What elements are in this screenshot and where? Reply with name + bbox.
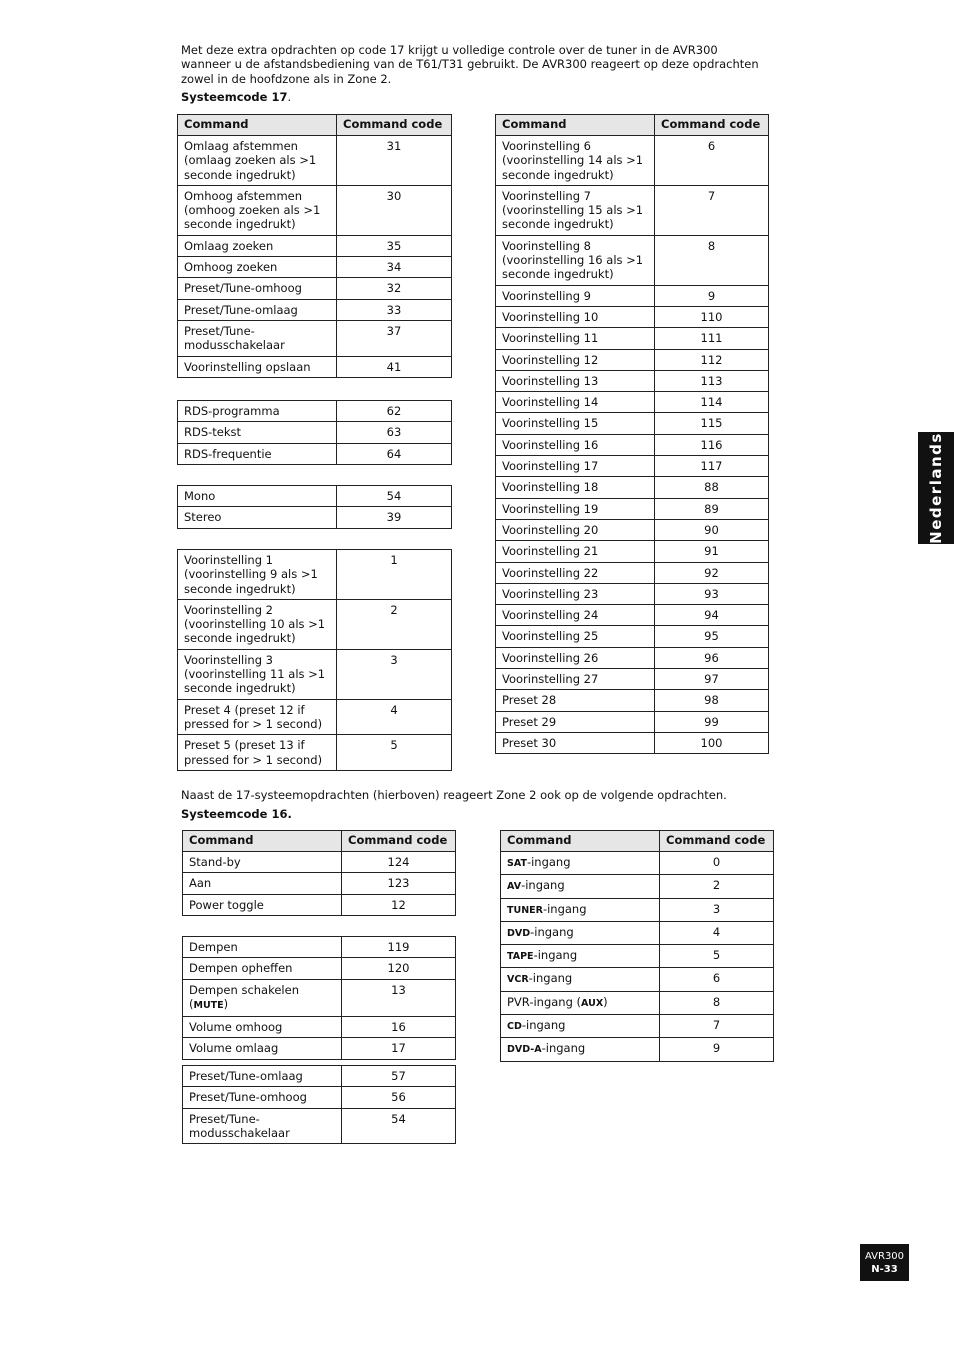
command-code-cell: 8 [660, 991, 774, 1014]
table-row [496, 562, 769, 583]
table-row [496, 136, 769, 186]
command-cell: Voorinstelling 27 [496, 669, 655, 690]
table-sys16-preset-tune [182, 1065, 456, 1144]
command-cell: Voorinstelling 25 [496, 626, 655, 647]
table-row [501, 1015, 774, 1038]
table-row [496, 392, 769, 413]
command-code-cell: 0 [660, 852, 774, 875]
command-code-cell: 5 [337, 735, 452, 771]
table-row [178, 278, 452, 299]
command-suffix: -ingang [530, 924, 574, 939]
command-key-name: DVD-A [507, 1044, 542, 1056]
command-code-cell: 119 [342, 937, 456, 958]
command-prefix: PVR-ingang ( [507, 994, 582, 1009]
table-sys17-tuning [177, 114, 452, 378]
table-sys16-volume [182, 936, 456, 1060]
table-row [501, 852, 774, 875]
table-row [496, 519, 769, 540]
table-row [496, 647, 769, 668]
command-cell: Voorinstelling 11 [496, 328, 655, 349]
table-row [501, 1038, 774, 1061]
table-row [178, 299, 452, 320]
command-code-cell: 8 [655, 235, 769, 285]
command-code-cell: 115 [655, 413, 769, 434]
command-key-name: CD [507, 1021, 522, 1033]
table-row [178, 235, 452, 256]
table-row [183, 873, 456, 894]
command-code-cell: 100 [655, 732, 769, 753]
table-row [183, 1108, 456, 1144]
command-code-cell: 4 [660, 921, 774, 944]
table-row [183, 1066, 456, 1087]
table-row [178, 320, 452, 356]
command-code-cell: 96 [655, 647, 769, 668]
col-header-command-code: Command code [655, 115, 769, 136]
command-code-cell: 33 [337, 299, 452, 320]
table-sys16-power [182, 830, 456, 916]
table-row [178, 599, 452, 649]
command-suffix: -ingang [541, 1041, 586, 1056]
table-row [501, 968, 774, 991]
command-cell: Dempen [183, 937, 342, 958]
command-cell: Preset 4 (preset 12 if pressed for > 1 second) [178, 699, 337, 735]
table-sys17-mono-stereo [177, 485, 452, 529]
command-cell [501, 875, 660, 898]
table-row [183, 1017, 456, 1038]
command-cell: Voorinstelling 12 [496, 349, 655, 370]
table-row [496, 306, 769, 327]
command-cell: Voorinstelling 10 [496, 306, 655, 327]
command-code-cell: 112 [655, 349, 769, 370]
command-code-cell: 92 [655, 562, 769, 583]
command-cell: Stereo [178, 507, 337, 528]
command-code-cell: 99 [655, 711, 769, 732]
command-cell: Preset/Tune-omlaag [183, 1066, 342, 1087]
command-cell: RDS-frequentie [178, 443, 337, 464]
command-cell: Power toggle [183, 894, 342, 915]
command-code-cell: 56 [342, 1087, 456, 1108]
table-row [496, 370, 769, 391]
command-code-cell: 3 [660, 898, 774, 921]
command-code-cell: 124 [342, 852, 456, 873]
table-row [183, 852, 456, 873]
command-cell: Omhoog afstemmen (omhoog zoeken als >1 seconde ingedrukt) [178, 185, 337, 235]
command-code-cell: 6 [660, 968, 774, 991]
command-cell: Volume omlaag [183, 1038, 342, 1059]
command-suffix: ) [223, 996, 229, 1011]
command-cell [501, 945, 660, 968]
command-code-cell: 111 [655, 328, 769, 349]
command-cell: Preset/Tune-modusschakelaar [183, 1108, 342, 1144]
system-code-16-label: Systeemcode 16. [181, 807, 292, 821]
command-code-cell: 32 [337, 278, 452, 299]
command-code-cell: 3 [337, 649, 452, 699]
command-code-cell: 7 [660, 1015, 774, 1038]
command-suffix: -ingang [521, 878, 565, 893]
command-cell: Preset/Tune-omlaag [178, 299, 337, 320]
table-row [496, 328, 769, 349]
command-cell: Voorinstelling 23 [496, 583, 655, 604]
table-row [496, 690, 769, 711]
table-row [178, 735, 452, 771]
command-code-cell: 39 [337, 507, 452, 528]
col-header-command-code: Command code [660, 831, 774, 852]
table-row [496, 711, 769, 732]
table-row [183, 894, 456, 915]
command-key-name: DVD [507, 927, 531, 939]
command-code-cell: 62 [337, 401, 452, 422]
command-code-cell: 41 [337, 356, 452, 377]
command-code-cell: 13 [342, 979, 456, 1017]
table-row [496, 669, 769, 690]
table-row [501, 921, 774, 944]
command-cell: Omhoog zoeken [178, 257, 337, 278]
command-cell: Preset 30 [496, 732, 655, 753]
table-row [183, 958, 456, 979]
command-cell: Dempen opheffen [183, 958, 342, 979]
command-prefix: Dempen schakelen ( [189, 982, 299, 1011]
table-row [501, 875, 774, 898]
table-sys17-presets-6-30 [495, 114, 769, 754]
intro-paragraph: Met deze extra opdrachten op code 17 krijgt u volledige controle over de tuner in de AVR300 wanneer u de afstandsbediening van de T61/T31 gebruikt. De AVR300 reageert op deze opdrachten zowel in de hoofdzone als in Zone 2. [181, 43, 759, 86]
command-suffix: -ingang [533, 948, 578, 963]
command-suffix: -ingang [528, 971, 573, 986]
command-code-cell: 54 [342, 1108, 456, 1144]
command-code-cell: 113 [655, 370, 769, 391]
command-code-cell: 57 [342, 1066, 456, 1087]
command-code-cell: 6 [655, 136, 769, 186]
command-key-name: MUTE [193, 999, 224, 1011]
table-row [496, 434, 769, 455]
page-number: N-33 [871, 1263, 898, 1275]
command-code-cell: 31 [337, 136, 452, 186]
command-code-cell: 95 [655, 626, 769, 647]
command-cell: Voorinstelling 9 [496, 285, 655, 306]
command-cell: Omlaag afstemmen (omlaag zoeken als >1 seconde ingedrukt) [178, 136, 337, 186]
command-code-cell: 54 [337, 486, 452, 507]
col-header-command-code: Command code [342, 831, 456, 852]
table-row [178, 257, 452, 278]
command-code-cell: 35 [337, 235, 452, 256]
table-row [178, 649, 452, 699]
table-row [178, 356, 452, 377]
command-code-cell: 2 [337, 599, 452, 649]
table-row [178, 136, 452, 186]
zone2-note: Naast de 17-systeemopdrachten (hierboven) reageert Zone 2 ook op de volgende opdrachten. [181, 788, 727, 802]
command-code-cell: 9 [660, 1038, 774, 1061]
command-cell: Voorinstelling 17 [496, 456, 655, 477]
command-suffix: -ingang [526, 855, 571, 869]
table-row [496, 349, 769, 370]
table-row [178, 507, 452, 528]
command-code-cell: 64 [337, 443, 452, 464]
table-row [501, 898, 774, 921]
table-row [496, 541, 769, 562]
command-cell: Stand-by [183, 852, 342, 873]
table-row [178, 550, 452, 600]
command-suffix: ) [603, 994, 608, 1009]
command-cell: Voorinstelling 19 [496, 498, 655, 519]
table-row [496, 583, 769, 604]
command-cell: Preset/Tune-modusschakelaar [178, 320, 337, 356]
table-sys16-inputs [500, 830, 774, 1062]
command-code-cell: 98 [655, 690, 769, 711]
command-key-name: AUX [581, 997, 604, 1009]
command-cell: Voorinstelling 24 [496, 605, 655, 626]
command-code-cell: 30 [337, 185, 452, 235]
language-side-tab: Nederlands [918, 432, 954, 544]
table-row [496, 626, 769, 647]
table-row [183, 937, 456, 958]
command-cell: Voorinstelling 14 [496, 392, 655, 413]
command-code-cell: 17 [342, 1038, 456, 1059]
command-cell: Omlaag zoeken [178, 235, 337, 256]
command-cell [501, 1015, 660, 1038]
command-cell: Voorinstelling 20 [496, 519, 655, 540]
command-cell: Voorinstelling 6 (voorinstelling 14 als >1 seconde ingedrukt) [496, 136, 655, 186]
command-cell: RDS-programma [178, 401, 337, 422]
command-code-cell: 5 [660, 945, 774, 968]
command-suffix: -ingang [542, 901, 587, 916]
command-cell: Preset/Tune-omhoog [183, 1087, 342, 1108]
command-code-cell: 91 [655, 541, 769, 562]
table-row [183, 1038, 456, 1059]
command-code-cell: 94 [655, 605, 769, 626]
col-header-command-code: Command code [337, 115, 452, 136]
table-row [501, 945, 774, 968]
table-row [178, 185, 452, 235]
table-row [496, 605, 769, 626]
command-cell: Preset 5 (preset 13 if pressed for > 1 second) [178, 735, 337, 771]
command-code-cell: 90 [655, 519, 769, 540]
command-cell [501, 921, 660, 944]
command-code-cell: 117 [655, 456, 769, 477]
command-key-name: TAPE [507, 951, 534, 963]
command-key-name: VCR [507, 974, 529, 986]
system-code-17-label: Systeemcode 17. [181, 90, 292, 104]
table-row [178, 422, 452, 443]
command-cell [501, 1038, 660, 1061]
table-row [178, 443, 452, 464]
table-row [496, 456, 769, 477]
command-cell [501, 898, 660, 921]
command-code-cell: 116 [655, 434, 769, 455]
command-cell: Preset/Tune-omhoog [178, 278, 337, 299]
table-row [496, 732, 769, 753]
command-cell: Voorinstelling 22 [496, 562, 655, 583]
command-code-cell: 1 [337, 550, 452, 600]
command-code-cell: 4 [337, 699, 452, 735]
command-cell [183, 979, 342, 1017]
command-cell [501, 968, 660, 991]
command-cell [501, 852, 660, 875]
command-code-cell: 16 [342, 1017, 456, 1038]
command-code-cell: 89 [655, 498, 769, 519]
command-cell: Voorinstelling 18 [496, 477, 655, 498]
table-sys17-rds [177, 400, 452, 465]
command-cell: Voorinstelling 1 (voorinstelling 9 als >1 seconde ingedrukt) [178, 550, 337, 600]
command-code-cell: 123 [342, 873, 456, 894]
command-cell: Volume omhoog [183, 1017, 342, 1038]
table-row [183, 1087, 456, 1108]
command-code-cell: 34 [337, 257, 452, 278]
command-cell: Voorinstelling 7 (voorinstelling 15 als >1 seconde ingedrukt) [496, 185, 655, 235]
command-cell: Preset 28 [496, 690, 655, 711]
command-cell: Voorinstelling opslaan [178, 356, 337, 377]
command-cell: Mono [178, 486, 337, 507]
table-row [496, 185, 769, 235]
command-cell: Preset 29 [496, 711, 655, 732]
command-cell [501, 991, 660, 1014]
command-key-name: AV [507, 881, 522, 893]
command-code-cell: 88 [655, 477, 769, 498]
command-code-cell: 93 [655, 583, 769, 604]
command-code-cell: 37 [337, 320, 452, 356]
table-row [496, 235, 769, 285]
command-cell: Voorinstelling 26 [496, 647, 655, 668]
col-header-command: Command [183, 831, 342, 852]
command-cell: Voorinstelling 15 [496, 413, 655, 434]
table-sys17-presets-1-5 [177, 549, 452, 771]
command-cell: Aan [183, 873, 342, 894]
command-cell: Voorinstelling 21 [496, 541, 655, 562]
command-cell: Voorinstelling 3 (voorinstelling 11 als >1 seconde ingedrukt) [178, 649, 337, 699]
col-header-command: Command [178, 115, 337, 136]
table-row [178, 699, 452, 735]
table-row [496, 477, 769, 498]
command-cell: Voorinstelling 8 (voorinstelling 16 als >1 seconde ingedrukt) [496, 235, 655, 285]
command-code-cell: 7 [655, 185, 769, 235]
table-row [496, 498, 769, 519]
command-code-cell: 97 [655, 669, 769, 690]
command-code-cell: 9 [655, 285, 769, 306]
command-code-cell: 120 [342, 958, 456, 979]
command-cell: RDS-tekst [178, 422, 337, 443]
command-code-cell: 12 [342, 894, 456, 915]
footer-model: AVR300 [864, 1250, 905, 1262]
command-code-cell: 63 [337, 422, 452, 443]
table-row [496, 285, 769, 306]
command-key-name: SAT [507, 858, 527, 869]
command-cell: Voorinstelling 13 [496, 370, 655, 391]
command-cell: Voorinstelling 2 (voorinstelling 10 als >1 seconde ingedrukt) [178, 599, 337, 649]
table-row [501, 991, 774, 1014]
table-row [178, 401, 452, 422]
col-header-command: Command [501, 831, 660, 852]
command-code-cell: 2 [660, 875, 774, 898]
table-row [178, 486, 452, 507]
command-suffix: -ingang [521, 1018, 566, 1033]
command-code-cell: 110 [655, 306, 769, 327]
col-header-command: Command [496, 115, 655, 136]
command-cell: Voorinstelling 16 [496, 434, 655, 455]
table-row [183, 979, 456, 1017]
command-code-cell: 114 [655, 392, 769, 413]
page-footer-box [860, 1244, 909, 1281]
table-row [496, 413, 769, 434]
command-key-name: TUNER [507, 904, 543, 916]
